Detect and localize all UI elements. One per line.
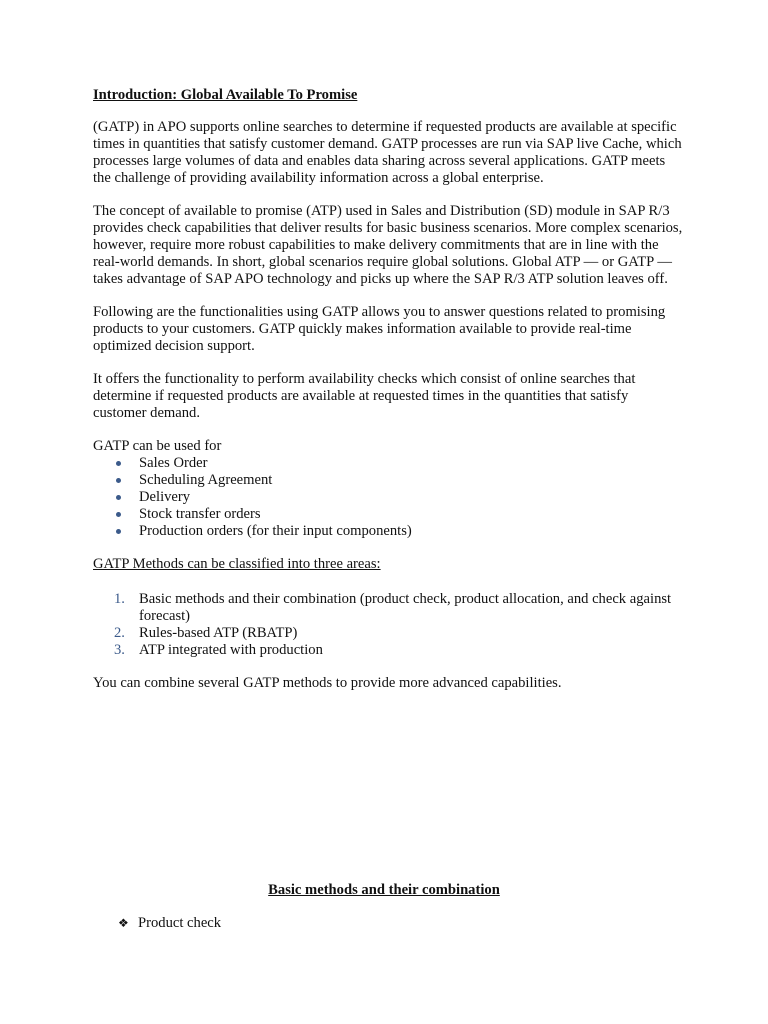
bullet-icon bbox=[116, 512, 121, 517]
bullet-icon bbox=[116, 495, 121, 500]
methods-title: GATP Methods can be classified into three areas: bbox=[93, 556, 381, 572]
list-number: 2. bbox=[114, 625, 125, 641]
paragraph-atp-concept: The concept of available to promise (ATP) used in Sales and Distribution (SD) module in SAP R/3 provides check capabilities that deliver results for basic business scenarios. More complex scenarios, however, require more robust capabilities to make delivery commitments that are in line with the real-world demands. In short, global scenarios require global solutions. Global ATP — or GATP — takes advantage of SAP APO technology and picks up where the SAP R/3 ATP solution leaves off. bbox=[93, 203, 683, 287]
list-item-label: Scheduling Agreement bbox=[139, 472, 273, 488]
uses-intro: GATP can be used for bbox=[93, 438, 222, 454]
list-item bbox=[93, 591, 683, 625]
paragraph-intro: (GATP) in APO supports online searches to determine if requested products are available at specific times in quantities that satisfy customer demand. GATP processes are run via SAP live Cache, which processes large volumes of data and enables data sharing across several applications. GATP meets the challenge of providing availability information across a global enterprise. bbox=[93, 119, 682, 186]
section-list-item bbox=[118, 915, 221, 932]
bullet-icon bbox=[116, 529, 121, 534]
bullet-icon bbox=[116, 478, 121, 483]
list-item-label: Stock transfer orders bbox=[139, 506, 261, 522]
section-list-item-label: Product check bbox=[138, 915, 222, 931]
list-item-label: Basic methods and their combination (product check, product allocation, and check against forecast) bbox=[139, 591, 672, 624]
paragraph-closing: You can combine several GATP methods to provide more advanced capabilities. bbox=[93, 675, 562, 691]
list-item bbox=[93, 472, 683, 489]
section-heading: Basic methods and their combination bbox=[268, 882, 500, 898]
list-item-label: Sales Order bbox=[139, 455, 208, 471]
list-item-label: Production orders (for their input components) bbox=[139, 523, 412, 539]
diamond-bullet-icon: ❖ bbox=[118, 916, 129, 930]
list-item bbox=[93, 489, 683, 506]
document-body bbox=[93, 87, 683, 708]
uses-list bbox=[93, 455, 683, 540]
paragraph-availability-checks: It offers the functionality to perform availability checks which consist of online searches that determine if requested products are available at requested times in the quantities that satisfy customer demand. bbox=[93, 371, 636, 421]
methods-list bbox=[93, 591, 683, 659]
list-item bbox=[93, 642, 683, 659]
list-item-label: Delivery bbox=[139, 489, 191, 505]
page-title: Introduction: Global Available To Promise bbox=[93, 87, 358, 103]
list-number: 3. bbox=[114, 642, 125, 658]
list-item-label: Rules-based ATP (RBATP) bbox=[139, 625, 298, 641]
bullet-icon bbox=[116, 461, 121, 466]
list-item bbox=[93, 625, 683, 642]
list-item bbox=[93, 506, 683, 523]
list-item bbox=[93, 523, 683, 540]
paragraph-functionalities: Following are the functionalities using GATP allows you to answer questions related to promising products to your customers. GATP quickly makes information available to provide real-time optimized decision support. bbox=[93, 304, 666, 354]
list-item-label: ATP integrated with production bbox=[139, 642, 323, 658]
list-item bbox=[93, 455, 683, 472]
list-number: 1. bbox=[114, 591, 125, 607]
